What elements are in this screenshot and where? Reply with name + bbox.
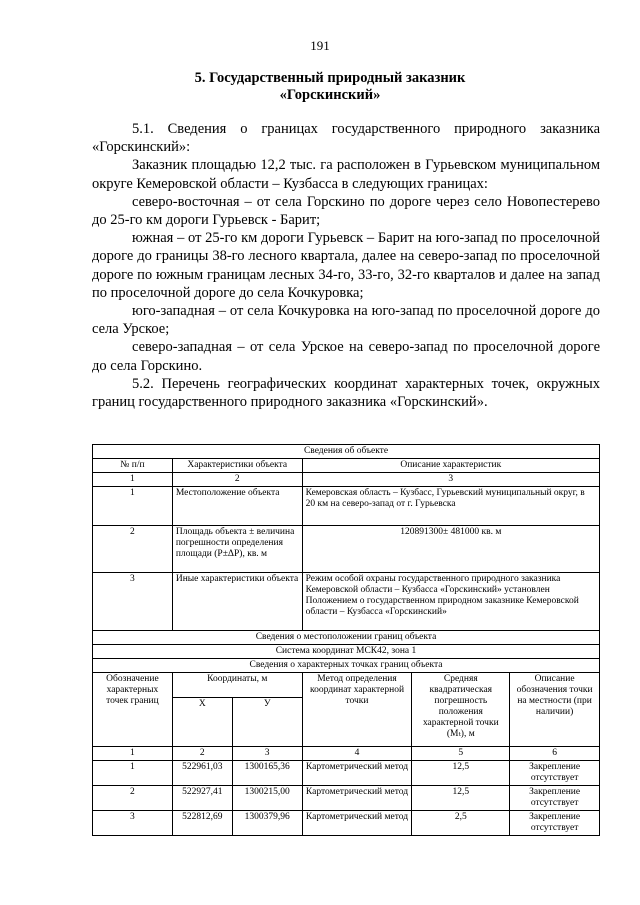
- header-x: Х: [172, 698, 232, 747]
- header-accuracy: Средняя квадратическая погрешность положения характерной точки (Mₜ), м: [412, 673, 510, 747]
- col-header-characteristics: Характеристики объекта: [172, 459, 302, 473]
- table-row: [93, 526, 600, 573]
- table-row: [93, 761, 600, 786]
- col-number: 1: [93, 473, 173, 487]
- coordinate-system: Система координат МСК42, зона 1: [93, 645, 600, 659]
- title-line-2: «Горскинский»: [279, 87, 381, 103]
- points-col-number: 6: [510, 747, 600, 761]
- header-designation: Обозначение характерных точек границ: [93, 673, 173, 747]
- point-y: 1300215,00: [232, 786, 302, 811]
- paragraph: южная – от 25-го км дороги Гурьевск – Барит на юго-запад по проселочной дороге до границы 38-го лесного квартала, далее на северо-запад по проселочной дороге по южным границам лесных 34-го, 33-го, 32-го кварталов и далее на запад по проселочной дороге до села Кочкуровка;: [92, 230, 600, 301]
- section-points-header: Сведения о характерных точках границ объекта: [93, 659, 600, 673]
- point-accuracy: 12,5: [412, 786, 510, 811]
- table-row: [93, 786, 600, 811]
- table-row: [93, 811, 600, 836]
- point-x: 522961,03: [172, 761, 232, 786]
- points-col-number: 5: [412, 747, 510, 761]
- row-description: 120891300± 481000 кв. м: [302, 526, 599, 573]
- point-id: 3: [93, 811, 173, 836]
- row-characteristic: Площадь объекта ± величина погрешности определения площади (P±ΔP), кв. м: [172, 526, 302, 573]
- object-info-table: [92, 444, 600, 836]
- paragraph: северо-западная – от села Урское на северо-запад по проселочной дороге до села Горскино.: [92, 339, 600, 374]
- point-description: Закрепление отсутствует: [510, 761, 600, 786]
- col-header-description: Описание характеристик: [302, 459, 599, 473]
- point-description: Закрепление отсутствует: [510, 811, 600, 836]
- paragraph: 5.1. Сведения о границах государственного природного заказника «Горскинский»:: [92, 121, 600, 156]
- row-number: 3: [93, 573, 173, 631]
- table-row: [93, 487, 600, 526]
- paragraph: северо-восточная – от села Горскино по дороге через село Новопестерево до 25-го км дороги Гурьевск - Барит;: [92, 193, 600, 229]
- point-y: 1300165,36: [232, 761, 302, 786]
- row-characteristic: Местоположение объекта: [172, 487, 302, 526]
- header-point-description: Описание обозначения точки на местности (при наличии): [510, 673, 600, 747]
- point-method: Картометрический метод: [302, 786, 412, 811]
- points-col-number: 2: [172, 747, 232, 761]
- page-title: [60, 70, 600, 104]
- col-number: 2: [172, 473, 302, 487]
- point-method: Картометрический метод: [302, 761, 412, 786]
- header-y: У: [232, 698, 302, 747]
- row-number: 2: [93, 526, 173, 573]
- title-line-1: 5. Государственный природный заказник: [194, 70, 466, 86]
- col-header-num: № п/п: [93, 459, 173, 473]
- point-accuracy: 12,5: [412, 761, 510, 786]
- points-col-number: 1: [93, 747, 173, 761]
- paragraph: 5.2. Перечень географических координат характерных точек, окружных границ государственного природного заказника «Горскинский».: [92, 375, 600, 411]
- point-y: 1300379,96: [232, 811, 302, 836]
- table-row: [93, 573, 600, 631]
- point-x: 522927,41: [172, 786, 232, 811]
- row-number: 1: [93, 487, 173, 526]
- section-object-header: Сведения об объекте: [93, 445, 600, 459]
- row-characteristic: Иные характеристики объекта: [172, 573, 302, 631]
- point-description: Закрепление отсутствует: [510, 786, 600, 811]
- col-number: 3: [302, 473, 599, 487]
- paragraph: юго-западная – от села Кочкуровка на юго-запад по проселочной дороге до села Урское;: [92, 303, 600, 338]
- header-coordinates: Координаты, м: [172, 673, 302, 698]
- section-location-header: Сведения о местоположении границ объекта: [93, 631, 600, 645]
- row-description: Режим особой охраны государственного природного заказника Кемеровской области – Кузбасса «Горскинский» установлен Положением о государственном природном заказнике Кемеровской области – Кузбасса «Горскинский»: [302, 573, 599, 631]
- point-method: Картометрический метод: [302, 811, 412, 836]
- page-number: 191: [310, 38, 330, 53]
- row-description: Кемеровская область – Кузбасс, Гурьевский муниципальный округ, в 20 км на северо-запад от г. Гурьевска: [302, 487, 599, 526]
- point-x: 522812,69: [172, 811, 232, 836]
- point-accuracy: 2,5: [412, 811, 510, 836]
- points-col-number: 3: [232, 747, 302, 761]
- point-id: 2: [93, 786, 173, 811]
- body-text: [92, 120, 600, 411]
- point-id: 1: [93, 761, 173, 786]
- paragraph: Заказник площадью 12,2 тыс. га расположен в Гурьевском муниципальном округе Кемеровской области – Кузбасса в следующих границах:: [92, 157, 600, 192]
- points-col-number: 4: [302, 747, 412, 761]
- header-method: Метод определения координат характерной точки: [302, 673, 412, 747]
